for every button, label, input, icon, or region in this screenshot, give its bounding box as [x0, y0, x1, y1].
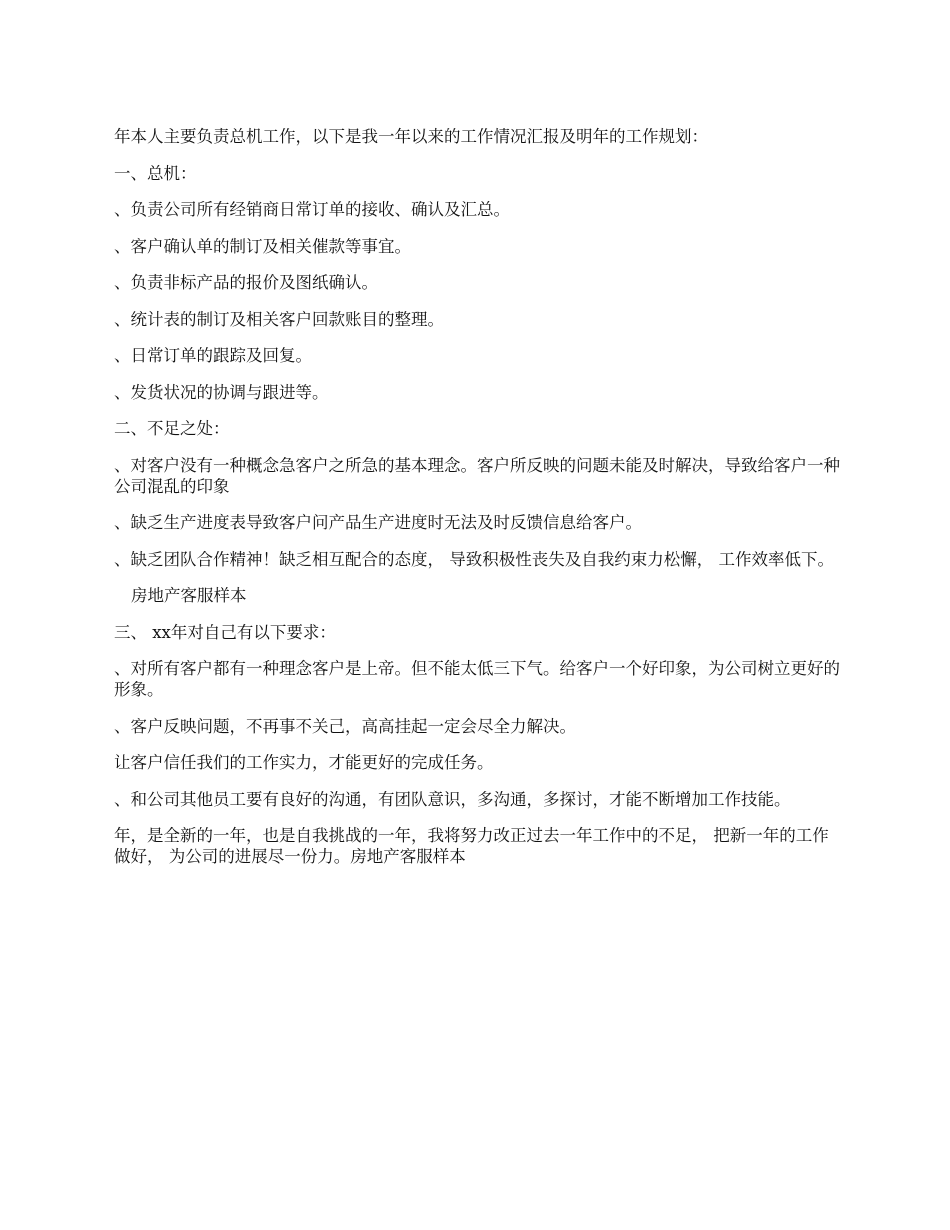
list-item: 、统计表的制订及相关客户回款账目的整理。	[114, 309, 444, 329]
list-item: 、缺乏生产进度表导致客户问产品生产进度时无法及时反馈信息给客户。	[114, 513, 642, 532]
sample-label: 房地产客服样本	[131, 586, 247, 605]
list-item: 、对客户没有一种概念急客户之所急的基本理念。客户所反映的问题未能及时解决，导致给客户一种公司混乱的印象	[114, 455, 840, 496]
list-item: 、负责公司所有经销商日常订单的接收、确认及汇总。	[114, 200, 510, 219]
list-item: 、日常订单的跟踪及回复。	[114, 346, 312, 365]
section-heading-requirements: 三、 xx年对自己有以下要求：	[114, 622, 336, 642]
section-heading-shortcomings: 二、不足之处：	[114, 419, 230, 438]
list-item: 、客户确认单的制订及相关催款等事宜。	[114, 236, 411, 256]
paragraph-closing: 年，是全新的一年，也是自我挑战的一年，我将努力改正过去一年工作中的不足， 把新一年的工作做好， 为公司的进展尽一份力。房地产客服样本	[114, 826, 829, 866]
paragraph-intro: 年本人主要负责总机工作，以下是我一年以来的工作情况汇报及明年的工作规划：	[114, 127, 708, 146]
list-item: 、负责非标产品的报价及图纸确认。	[114, 273, 378, 292]
list-item: 、和公司其他员工要有良好的沟通，有团队意识，多沟通，多探讨，才能不断增加工作技能。	[114, 789, 791, 809]
list-item: 让客户信任我们的工作实力，才能更好的完成任务。	[114, 753, 494, 772]
list-item: 、客户反映问题，不再事不关己，高高挂起一定会尽全力解决。	[114, 716, 576, 736]
list-item: 、发货状况的协调与跟进等。	[114, 382, 329, 402]
section-heading-switchboard: 一、总机：	[114, 163, 197, 183]
list-item: 、缺乏团队合作精神！缺乏相互配合的态度， 导致积极性丧失及自我约束力松懈， 工作效率低下。	[114, 549, 834, 569]
document-body	[114, 126, 842, 883]
list-item: 、对所有客户都有一种理念客户是上帝。但不能太低三下气。给客户一个好印象，为公司树立更好的形象。	[114, 659, 840, 699]
